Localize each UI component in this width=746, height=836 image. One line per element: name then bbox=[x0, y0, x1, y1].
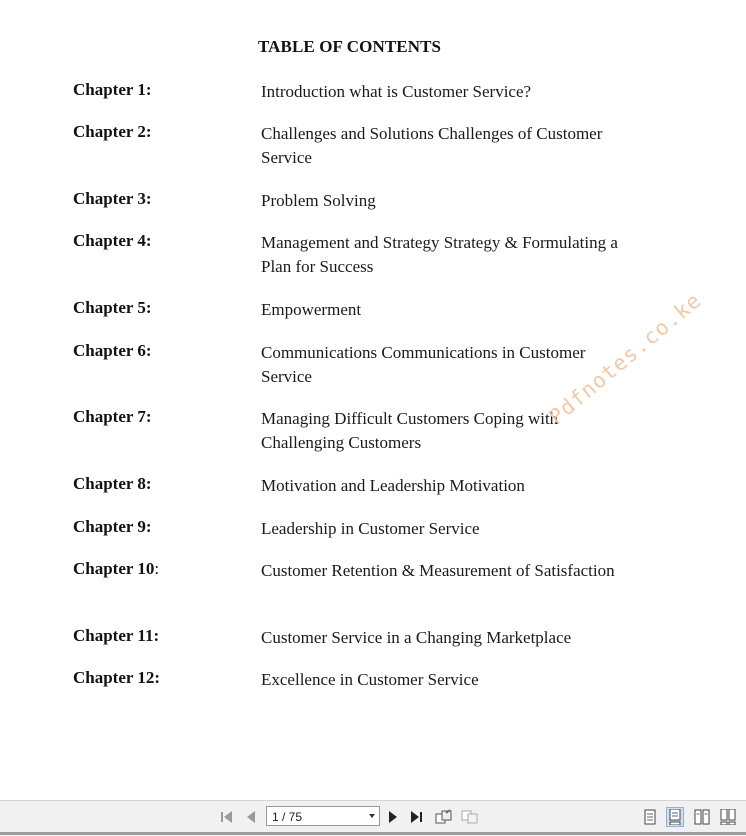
chapter-label: Chapter 12: bbox=[73, 668, 161, 687]
pdf-viewer-toolbar bbox=[0, 800, 746, 836]
chevron-down-icon bbox=[369, 814, 375, 818]
go-back-icon[interactable] bbox=[435, 808, 453, 826]
chapter-label: Chapter 11: bbox=[73, 626, 160, 645]
chapter-label: Chapter 7: bbox=[73, 407, 152, 426]
chapter-label-text: Chapter 10 bbox=[73, 559, 155, 578]
page-indicator: 1 / 75 bbox=[272, 810, 303, 824]
chapter-description: Introduction what is Customer Service? bbox=[261, 82, 532, 101]
chapter-description: Challenges and Solutions Challenges of Customer Service bbox=[261, 124, 603, 167]
chapter-description: Leadership in Customer Service bbox=[261, 519, 480, 538]
chapter-label: Chapter 2: bbox=[73, 122, 152, 141]
chapter-label bbox=[73, 559, 159, 579]
chapter-description: Empowerment bbox=[261, 300, 362, 319]
chapter-description: Motivation and Leadership Motivation bbox=[261, 476, 525, 495]
chapter-label: Chapter 6: bbox=[73, 341, 152, 360]
previous-page-icon[interactable] bbox=[242, 808, 260, 826]
two-page-continuous-view-icon[interactable] bbox=[719, 807, 737, 827]
chapter-label-colon: : bbox=[154, 559, 160, 578]
chapter-label: Chapter 1: bbox=[73, 80, 152, 99]
chapter-label: Chapter 5: bbox=[73, 298, 152, 317]
chapter-label: Chapter 9: bbox=[73, 517, 152, 536]
chapter-description: Managing Difficult Customers Coping with Challenging Customers bbox=[261, 409, 559, 452]
chapter-description: Management and Strategy Strategy & Formulating a Plan for Success bbox=[261, 233, 618, 276]
chapter-label: Chapter 8: bbox=[73, 474, 152, 493]
chapter-description: Excellence in Customer Service bbox=[261, 670, 479, 689]
chapter-description: Customer Service in a Changing Marketplace bbox=[261, 628, 572, 647]
next-page-icon[interactable] bbox=[384, 808, 402, 826]
first-page-icon[interactable] bbox=[218, 808, 236, 826]
watermark: Pdfnotes.co.ke bbox=[544, 288, 707, 430]
chapter-description: Customer Retention & Measurement of Satisfaction bbox=[261, 561, 615, 580]
chapter-label: Chapter 4: bbox=[73, 231, 152, 250]
chapter-description: Communications Communications in Customer Service bbox=[261, 343, 586, 386]
page-select[interactable] bbox=[266, 806, 380, 826]
chapter-label: Chapter 3: bbox=[73, 189, 152, 208]
two-page-view-icon[interactable] bbox=[693, 807, 711, 827]
toc-title: TABLE OF CONTENTS bbox=[258, 37, 442, 56]
last-page-icon[interactable] bbox=[408, 808, 426, 826]
chapter-description: Problem Solving bbox=[261, 191, 376, 210]
single-page-view-icon[interactable] bbox=[641, 807, 659, 827]
go-forward-icon[interactable] bbox=[461, 808, 479, 826]
continuous-view-icon[interactable] bbox=[666, 807, 684, 827]
